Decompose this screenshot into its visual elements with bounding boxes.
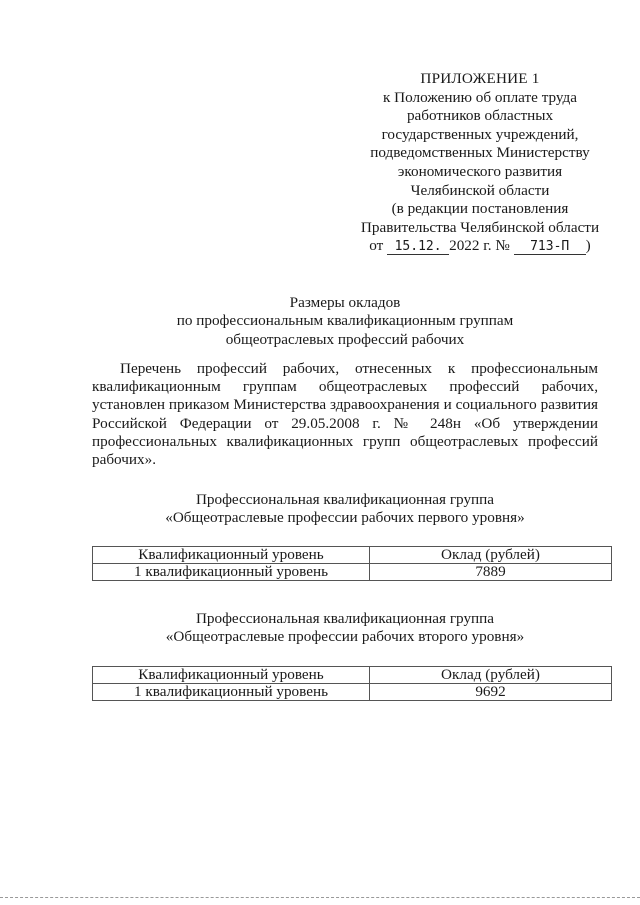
title-line: по профессиональным квалификационным группам xyxy=(176,312,514,330)
salary-cell: 9692 xyxy=(370,684,612,701)
appendix-line: Челябинской области xyxy=(410,181,550,199)
appendix-line: подведомственных Министерству xyxy=(370,144,590,162)
column-header-salary: Оклад (рублей) xyxy=(370,547,612,564)
appendix-line: экономического развития xyxy=(397,162,563,180)
column-header-level: Квалификационный уровень xyxy=(93,547,370,564)
group-heading-line: «Общеотраслевые профессии рабочих второго уровня» xyxy=(165,628,525,646)
closing-paren: ) xyxy=(585,237,591,255)
document-title xyxy=(90,294,600,349)
title-line: общеотраслевых профессий рабочих xyxy=(225,330,465,348)
salary-table xyxy=(92,666,612,701)
date-prefix: от xyxy=(369,237,384,255)
group-heading xyxy=(92,610,598,647)
salary-table xyxy=(92,546,612,581)
table-header-row xyxy=(93,667,612,684)
scan-edge-divider xyxy=(0,897,640,899)
appendix-heading: ПРИЛОЖЕНИЕ 1 xyxy=(420,70,540,87)
group-heading-line: «Общеотраслевые профессии рабочих первого уровня» xyxy=(165,509,525,527)
column-header-level: Квалификационный уровень xyxy=(93,667,370,684)
intro-text: Перечень профессий рабочих, отнесенных к профессиональным квалификационным группам общеотраслевых профессий рабочих, установлен приказом Министерства здравоохранения и социального развития Российской Федерации от 29.05.2008 г. № 248н «Об утверждении профессиональных квалификационных групп общеотраслевых профессий рабочих». xyxy=(92,360,598,469)
group-heading xyxy=(92,491,598,528)
intro-paragraph xyxy=(92,360,598,469)
level-cell: 1 квалификационный уровень xyxy=(93,684,370,701)
decree-number: 713-П xyxy=(514,240,586,255)
table-row xyxy=(93,564,612,581)
title-line: Размеры окладов xyxy=(289,294,401,311)
table-row xyxy=(93,684,612,701)
group-heading-line: Профессиональная квалификационная группа xyxy=(195,491,495,508)
appendix-line: к Положению об оплате труда xyxy=(382,88,578,106)
group-heading-line: Профессиональная квалификационная группа xyxy=(195,610,495,627)
decree-year: 2022 г. № xyxy=(449,237,510,255)
appendix-line: Правительства Челябинской области xyxy=(360,218,600,236)
salary-cell: 7889 xyxy=(370,564,612,581)
appendix-line: работников областных xyxy=(406,107,554,125)
appendix-line: государственных учреждений, xyxy=(381,125,579,143)
appendix-date-line xyxy=(330,237,630,256)
appendix-block xyxy=(330,70,630,256)
column-header-salary: Оклад (рублей) xyxy=(370,667,612,684)
decree-date: 15.12. xyxy=(387,240,449,255)
table-header-row xyxy=(93,547,612,564)
appendix-line: (в редакции постановления xyxy=(391,200,569,218)
level-cell: 1 квалификационный уровень xyxy=(93,564,370,581)
